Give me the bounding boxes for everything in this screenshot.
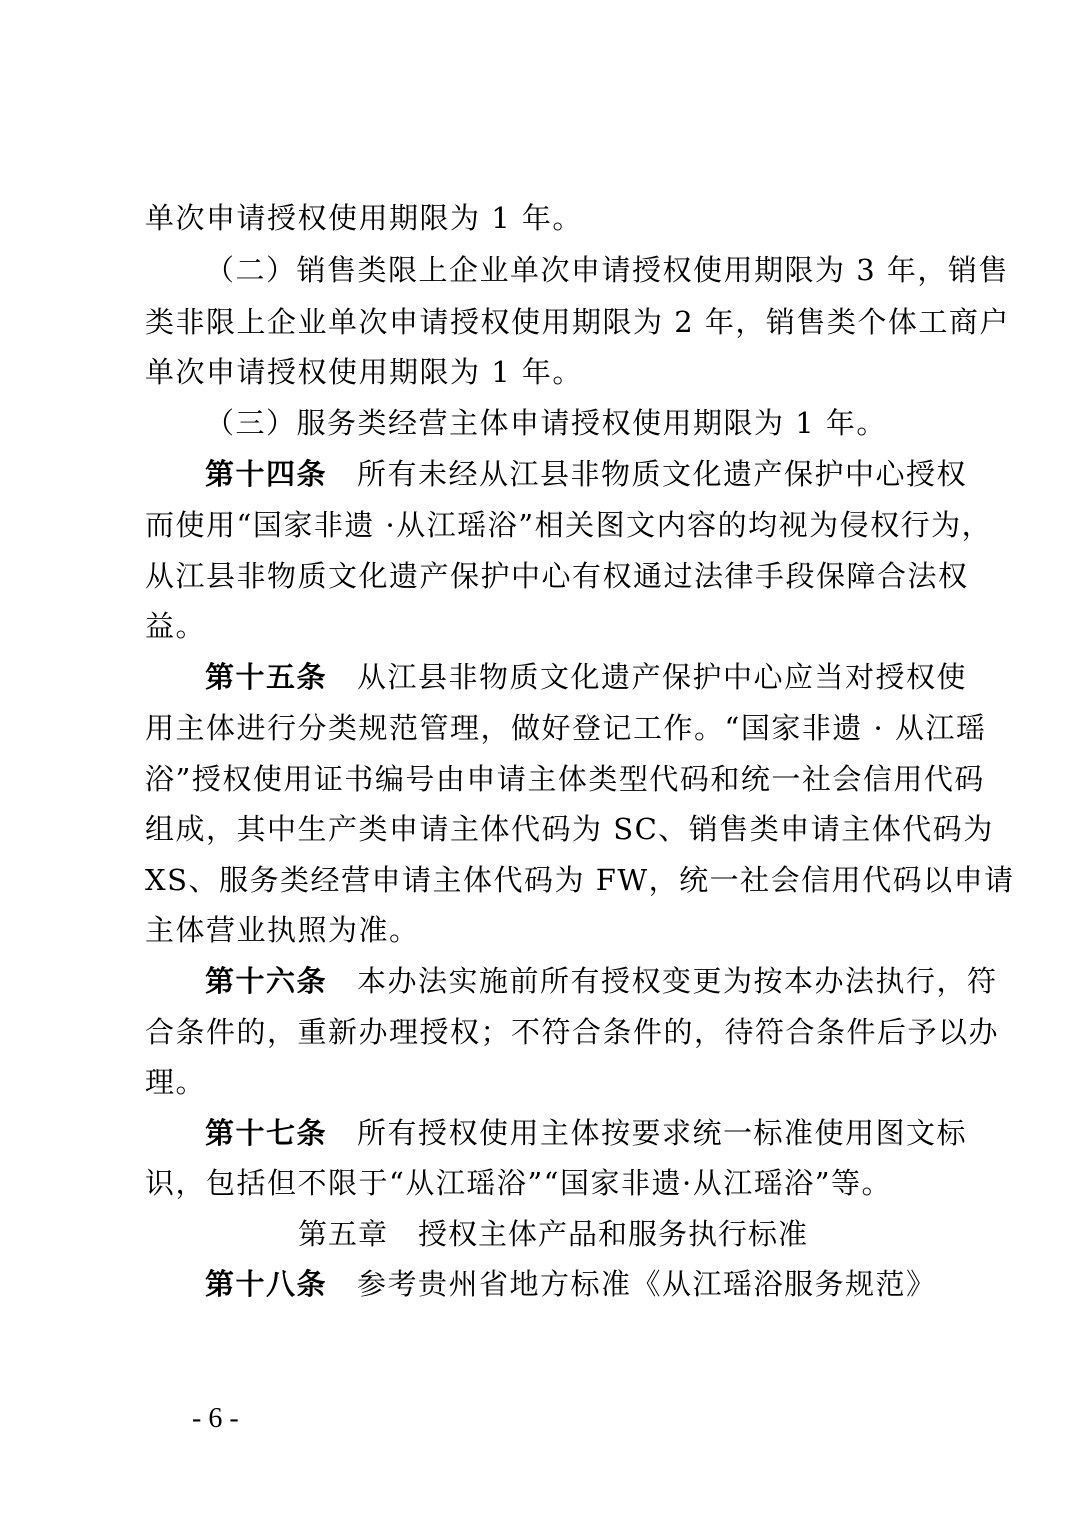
text-line: 类非限上企业单次申请授权使用期限为 2 年，销售类个体工商户 bbox=[145, 305, 1010, 339]
article-17-text: 所有授权使用主体按要求统一标准使用图文标 bbox=[357, 1116, 968, 1150]
text-line: 益。 bbox=[145, 609, 207, 643]
article-14-heading: 第十四条 bbox=[205, 457, 328, 491]
text-line: 而使用“国家非遗 ·从江瑶浴”相关图文内容的均视为侵权行为， bbox=[145, 508, 993, 542]
article-18-first-line bbox=[205, 1266, 937, 1302]
text-line: 主体营业执照为准。 bbox=[145, 913, 420, 947]
article-18-heading: 第十八条 bbox=[205, 1267, 328, 1301]
text-line: 浴”授权使用证书编号由申请主体类型代码和统一社会信用代码 bbox=[145, 762, 985, 796]
text-line: （三）服务类经营主体申请授权使用期限为 1 年。 bbox=[205, 406, 887, 440]
article-16-text: 本办法实施前所有授权变更为按本办法执行，符 bbox=[357, 964, 998, 998]
article-17-first-line bbox=[205, 1115, 967, 1151]
text-line: 用主体进行分类规范管理，做好登记工作。“国家非遗 · 从江瑶 bbox=[145, 711, 987, 745]
article-16-first-line bbox=[205, 963, 998, 999]
article-17-heading: 第十七条 bbox=[205, 1116, 328, 1150]
page-number: - 6 - bbox=[192, 1403, 239, 1434]
text-line: 从江县非物质文化遗产保护中心有权通过法律手段保障合法权 bbox=[145, 559, 969, 593]
text-line: （二）销售类限上企业单次申请授权使用期限为 3 年，销售 bbox=[205, 253, 1009, 287]
text-line: 单次申请授权使用期限为 1 年。 bbox=[145, 355, 583, 389]
article-15-text: 从江县非物质文化遗产保护中心应当对授权使 bbox=[357, 660, 968, 694]
text-line: 组成，其中生产类申请主体代码为 SC、销售类申请主体代码为 bbox=[145, 812, 994, 846]
text-line: 单次申请授权使用期限为 1 年。 bbox=[145, 201, 583, 235]
text-line: 理。 bbox=[145, 1065, 207, 1099]
article-16-heading: 第十六条 bbox=[205, 964, 328, 998]
article-15-first-line bbox=[205, 659, 967, 695]
text-line: 合条件的，重新办理授权；不符合条件的，待符合条件后予以办 bbox=[145, 1015, 1000, 1049]
article-14-text: 所有未经从江县非物质文化遗产保护中心授权 bbox=[357, 457, 968, 491]
text-line: XS、服务类经营申请主体代码为 FW，统一社会信用代码以申请 bbox=[145, 863, 1015, 897]
article-18-text: 参考贵州省地方标准《从江瑶浴服务规范》 bbox=[357, 1267, 937, 1301]
article-14-first-line bbox=[205, 456, 967, 492]
article-15-heading: 第十五条 bbox=[205, 660, 328, 694]
text-line: 识，包括但不限于“从江瑶浴”“国家非遗·从江瑶浴”等。 bbox=[145, 1166, 893, 1200]
chapter-heading: 第五章 授权主体产品和服务执行标准 bbox=[298, 1217, 809, 1251]
